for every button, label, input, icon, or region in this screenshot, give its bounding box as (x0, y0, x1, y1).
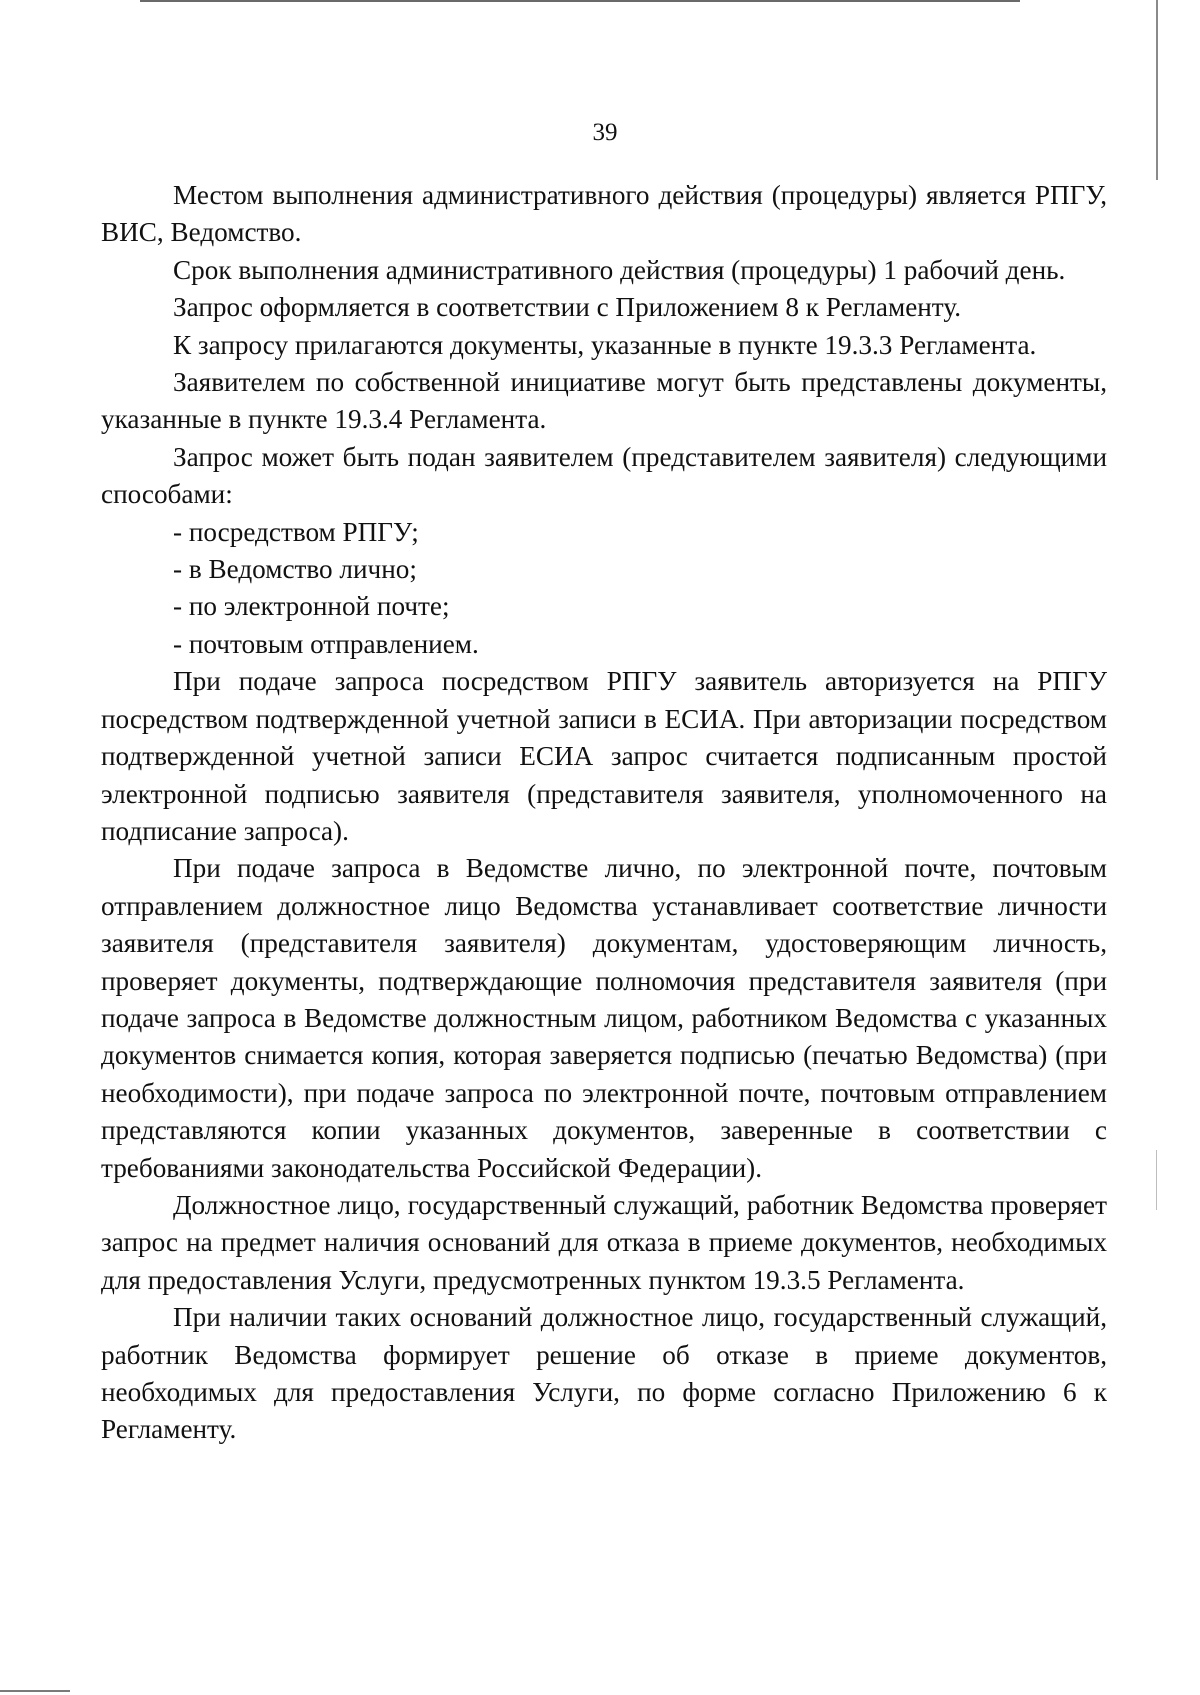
paragraph-in-person-verification: При подаче запроса в Ведомстве лично, по электронной почте, почтовым отправлением должностное лицо Ведомства устанавливает соответствие личности заявителя (представителя заявителя) документам, удостоверяющим личность, проверяет документы, подтверждающие полномочия представителя заявителя (при подаче запроса в Ведомстве должностным лицом, работником Ведомства с указанных документов снимается копия, которая заверяется подписью (печатью Ведомства) (при необходимости), при подаче запроса по электронной почте, почтовым отправлением представляются копии указанных документов, заверенные в соответствии с требованиями законодательства Российской Федерации). (101, 853, 1107, 1183)
paragraph-request-check: Должностное лицо, государственный служащий, работник Ведомства проверяет запрос на предмет наличия оснований для отказа в приеме документов, необходимых для предоставления Услуги, предусмотренных пунктом 19.3.5 Регламента. (101, 1189, 1107, 1295)
paragraph-refusal-decision: При наличии таких оснований должностное лицо, государственный служащий, работник Ведомства формирует решение об отказе в приеме документов, необходимых для предоставления Услуги, по форме согласно Приложению 6 к Регламенту. (101, 1302, 1107, 1445)
scan-border-right (1156, 0, 1158, 180)
list-item-email: - по электронной почте; (173, 591, 450, 622)
scan-border-bottom (0, 1690, 70, 1692)
page-number: 39 (592, 119, 618, 146)
list-item-rpgu: - посредством РПГУ; (173, 516, 419, 547)
paragraph-request-form: Запрос оформляется в соответствии с Приложением 8 к Регламенту. (173, 292, 961, 323)
paragraph-term-of-execution: Срок выполнения административного действия (процедуры) 1 рабочий день. (173, 254, 1066, 285)
paragraph-attached-documents: К запросу прилагаются документы, указанные в пункте 19.3.3 Регламента. (173, 329, 1037, 360)
list-item-post: - почтовым отправлением. (173, 628, 479, 659)
scan-border-right-lower (1156, 1150, 1157, 1210)
paragraph-submission-methods: Запрос может быть подан заявителем (представителем заявителя) следующими способами: (101, 441, 1107, 510)
list-item-in-person: - в Ведомство лично; (173, 554, 417, 585)
document-body (101, 177, 1107, 1449)
paragraph-rpgu-authorization: При подаче запроса посредством РПГУ заявитель авторизуется на РПГУ посредством подтвержденной учетной записи в ЕСИА. При авторизации посредством подтвержденной учетной записи ЕСИА запрос считается подписанным простой электронной подписью заявителя (представителя заявителя, уполномоченного на подписание запроса). (101, 666, 1107, 846)
paragraph-optional-documents: Заявителем по собственной инициативе могут быть представлены документы, указанные в пункте 19.3.4 Регламента. (101, 367, 1107, 435)
paragraph-place-of-execution: Местом выполнения административного действия (процедуры) является РПГУ, ВИС, Ведомство. (101, 180, 1107, 248)
scan-border-top (140, 0, 1020, 2)
